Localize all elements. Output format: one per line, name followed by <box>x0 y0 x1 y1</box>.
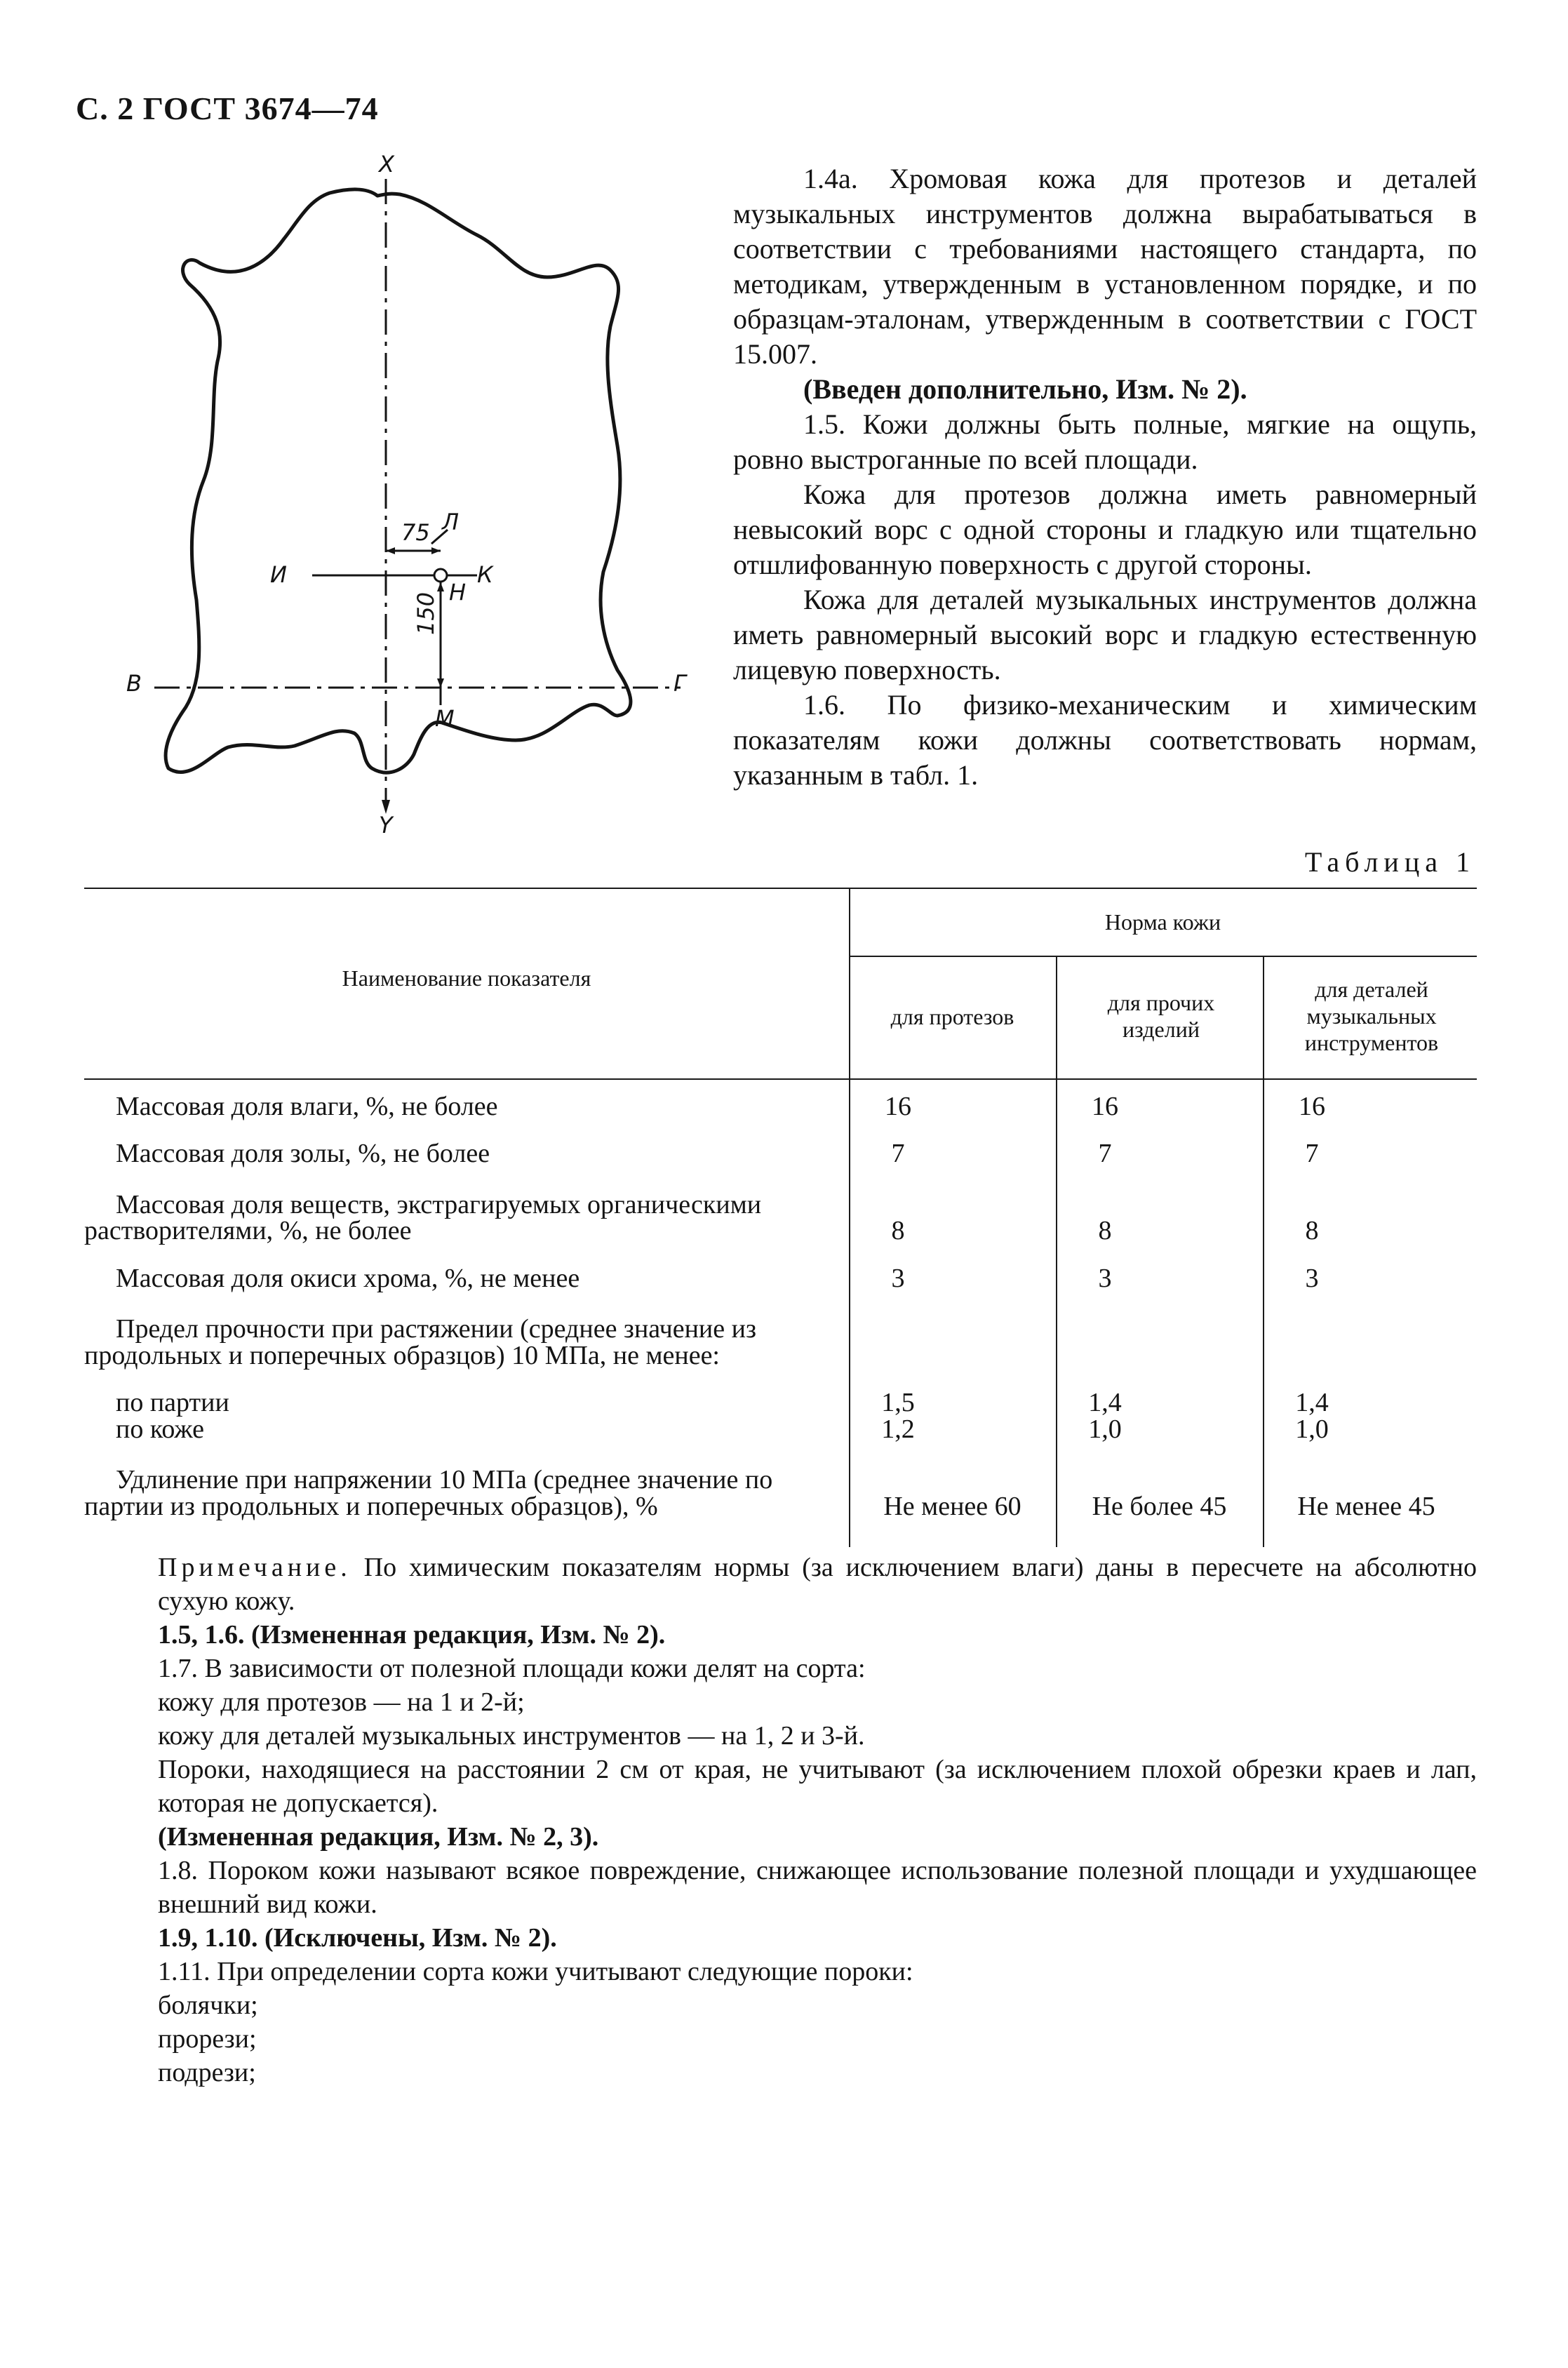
page-header: С. 2 ГОСТ 3674—74 <box>76 91 379 126</box>
hide-diagram <box>112 151 723 838</box>
row-chrome-v2: 3 <box>1098 1264 1112 1293</box>
row-skin-v2: 1,0 <box>1088 1414 1122 1444</box>
row-ash-v3: 7 <box>1305 1139 1319 1168</box>
table-1 <box>84 888 1477 1547</box>
bottom-b8: 1.9, 1.10. (Исключены, Изм. № 2). <box>158 1923 557 1953</box>
row-batch-v2: 1,4 <box>1088 1388 1122 1417</box>
row-extract-label-1: Массовая доля веществ, экстрагируемых органическими <box>116 1190 762 1219</box>
label-l: Л <box>442 509 460 535</box>
paragraph-1-6: 1.6. По физико-механическим и химическим показателям кожи должны соответствовать нормам, указанным в табл. 1. <box>733 689 1477 791</box>
row-skin-v3: 1,0 <box>1295 1414 1329 1444</box>
paragraph-1-4a: 1.4а. Хромовая кожа для протезов и деталей музыкальных инструментов должна вырабатываться в соответствии с требованиями настоящего стандарта, по методикам, утвержденным в установленном порядке, и по образцам-эталонам, утвержденным в соответствии с ГОСТ 15.007. <box>733 163 1477 370</box>
bottom-b5: Пороки, находящиеся на расстоянии 2 см от края, не учитывают (за исключением плохой обрезки краев и лап, которая не допускается). <box>158 1755 1477 1818</box>
row-extract-v3: 8 <box>1305 1216 1319 1245</box>
bottom-b4: кожу для деталей музыкальных инструментов — на 1, 2 и 3-й. <box>158 1721 865 1751</box>
row-extract-label-2: растворителями, %, не более <box>84 1216 412 1245</box>
row-elongation-v1: Не менее 60 <box>883 1492 1021 1521</box>
row-elongation-v3: Не менее 45 <box>1297 1492 1435 1521</box>
label-k: К <box>477 561 493 588</box>
bottom-b9: 1.11. При определении сорта кожи учитывают следующие пороки: <box>158 1957 913 1986</box>
bottom-b12: подрези; <box>158 2058 256 2087</box>
row-skin-v1: 1,2 <box>881 1414 915 1444</box>
label-i: И <box>270 561 287 588</box>
label-m: М <box>435 705 455 732</box>
row-extract-v1: 8 <box>891 1216 905 1245</box>
row-chrome-v1: 3 <box>891 1264 905 1293</box>
bottom-b2: 1.7. В зависимости от полезной площади кожи делят на сорта: <box>158 1654 866 1683</box>
row-strength-label-2: продольных и поперечных образцов) 10 МПа, не менее: <box>84 1341 720 1370</box>
row-batch-v3: 1,4 <box>1295 1388 1329 1417</box>
table-caption: Таблица 1 <box>1304 846 1475 878</box>
row-moisture-label: Массовая доля влаги, %, не более <box>116 1092 498 1121</box>
label-g: Г <box>674 670 686 697</box>
row-skin-label: по коже <box>116 1414 205 1444</box>
row-batch-v1: 1,5 <box>881 1388 915 1417</box>
label-v: В <box>126 670 142 697</box>
bottom-b10: болячки; <box>158 1991 258 2020</box>
dim-150: 150 <box>413 591 439 635</box>
header-norm: Норма кожи <box>1104 909 1221 935</box>
header-col-other: для прочих изделий <box>1107 990 1215 1042</box>
paragraph-music: Кожа для деталей музыкальных инструментов должна иметь равномерный высокий ворс и гладкую естественную лицевую поверхность. <box>733 584 1477 685</box>
header-name: Наименование показателя <box>342 965 591 991</box>
row-ash-label: Массовая доля золы, %, не более <box>116 1139 490 1168</box>
label-x: X <box>379 151 394 178</box>
row-batch-label: по партии <box>116 1388 229 1417</box>
row-chrome-label: Массовая доля окиси хрома, %, не менее <box>116 1264 580 1293</box>
bottom-b6: (Измененная редакция, Изм. № 2, 3). <box>158 1822 599 1852</box>
bottom-b1: 1.5, 1.6. (Измененная редакция, Изм. № 2). <box>158 1620 666 1650</box>
bottom-b3: кожу для протезов — на 1 и 2-й; <box>158 1687 525 1717</box>
bottom-b11: прорези; <box>158 2024 257 2054</box>
note <box>158 1551 1477 1618</box>
row-moisture-v1: 16 <box>885 1092 911 1121</box>
row-elongation-label-1: Удлинение при напряжении 10 МПа (среднее значение по <box>116 1465 773 1494</box>
right-column-text <box>733 161 1477 793</box>
row-elongation-v2: Не более 45 <box>1092 1492 1227 1521</box>
note-text: По химическим показателям нормы (за исключением влаги) даны в пересчете на абсолютно сухую кожу. <box>158 1553 1477 1616</box>
row-moisture-v3: 16 <box>1299 1092 1325 1121</box>
dim-75: 75 <box>401 519 430 546</box>
paragraph-1-5: 1.5. Кожи должны быть полные, мягкие на ощупь, ровно выстроганные по всей площади. <box>733 408 1477 475</box>
paragraph-1-4a-note: (Введен дополнительно, Изм. № 2). <box>803 373 1247 405</box>
row-moisture-v2: 16 <box>1092 1092 1118 1121</box>
row-ash-v1: 7 <box>891 1139 905 1168</box>
paragraph-protez: Кожа для протезов должна иметь равномерный невысокий ворс с одной стороны и гладкую или тщательно отшлифованную поверхность с другой стороны. <box>733 479 1477 580</box>
header-col-protez: для протезов <box>890 1004 1014 1029</box>
bottom-b7: 1.8. Пороком кожи называют всякое повреждение, снижающее использование полезной площади и ухудшающее внешний вид кожи. <box>158 1856 1477 1919</box>
row-chrome-v3: 3 <box>1305 1264 1319 1293</box>
bottom-text <box>158 1551 1477 2089</box>
label-y: Y <box>379 812 393 838</box>
row-ash-v2: 7 <box>1098 1139 1112 1168</box>
header-col-music: для деталей музыкальных инструментов <box>1304 977 1439 1055</box>
row-elongation-label-2: партии из продольных и поперечных образцов), % <box>84 1492 658 1521</box>
note-label: Примечание. <box>158 1553 351 1582</box>
row-extract-v2: 8 <box>1098 1216 1112 1245</box>
label-n: Н <box>449 579 467 606</box>
hide-outline <box>166 189 631 772</box>
row-strength-label-1: Предел прочности при растяжении (среднее значение из <box>116 1314 756 1344</box>
